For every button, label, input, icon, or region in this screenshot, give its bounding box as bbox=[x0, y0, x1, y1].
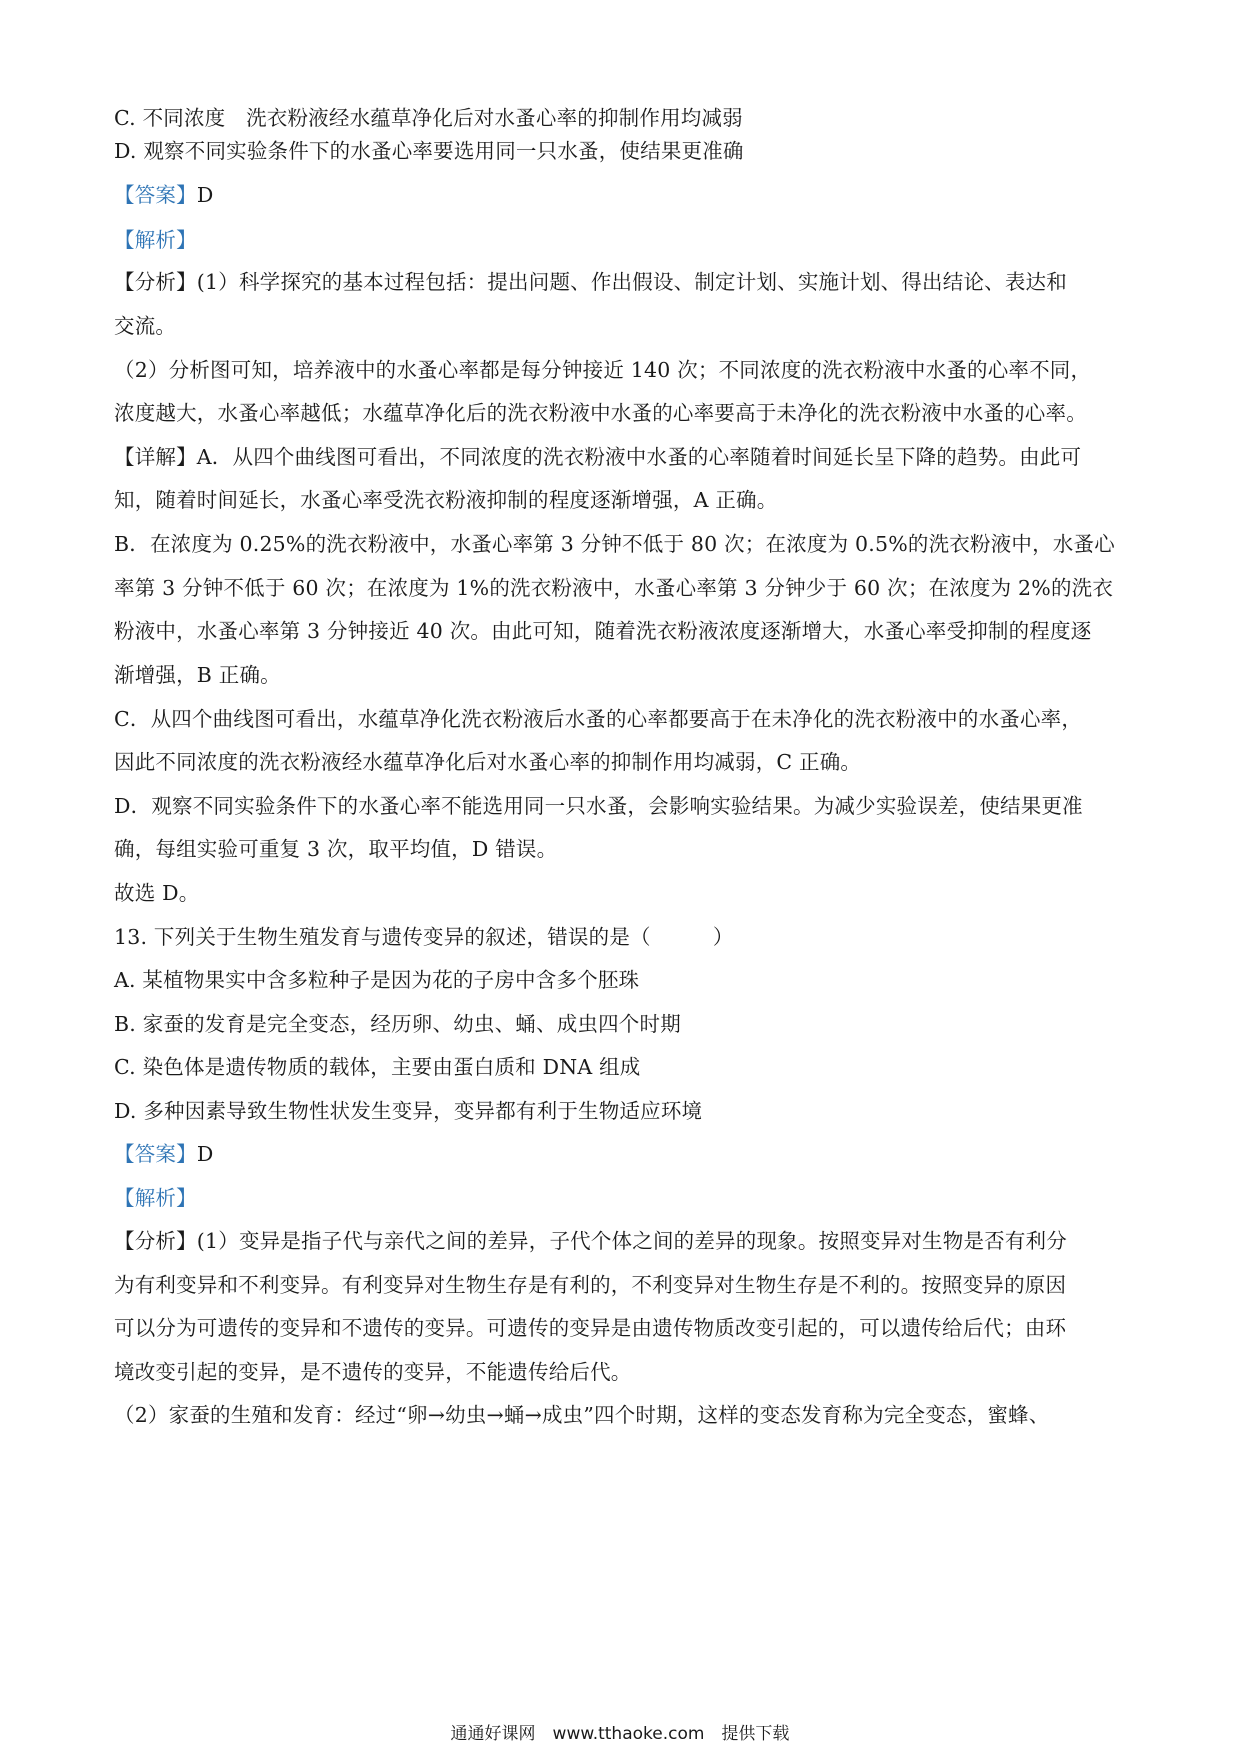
detail-text-line: 【详解】A．从四个曲线图可看出，不同浓度的洗衣粉液中水蚤的心率随着时间延长呈下降的趋势。由此可 bbox=[114, 445, 1082, 469]
analysis-text-line: 交流。 bbox=[114, 314, 177, 338]
detail-text-line: D．观察不同实验条件下的水蚤心率不能选用同一只水蚤，会影响实验结果。为减少实验误差，使结果更准 bbox=[114, 794, 1083, 818]
analysis-text-line: （2）分析图可知，培养液中的水蚤心率都是每分钟接近 140 次；不同浓度的洗衣粉液中水蚤的心率不同， bbox=[114, 358, 1092, 382]
detail-text-line: B．在浓度为 0.25%的洗衣粉液中，水蚤心率第 3 分钟不低于 80 次；在浓度为 0.5%的洗衣粉液中，水蚤心 bbox=[114, 532, 1115, 556]
detail-text-line: 渐增强，B 正确。 bbox=[114, 663, 281, 687]
option-c-line: C. 不同浓度 洗衣粉液经水蕴草净化后对水蚤心率的抑制作用均减弱 bbox=[114, 106, 743, 130]
detail-text-line: 粉液中，水蚤心率第 3 分钟接近 40 次。由此可知，随着洗衣粉液浓度逐渐增大，水蚤心率受抑制的程度逐 bbox=[114, 619, 1092, 643]
detail-text-line: 率第 3 分钟不低于 60 次；在浓度为 1%的洗衣粉液中，水蚤心率第 3 分钟少于 60 次；在浓度为 2%的洗衣 bbox=[114, 576, 1114, 600]
answer-tag: 【答案】 bbox=[114, 1142, 197, 1166]
question-13-option-d: D. 多种因素导致生物性状发生变异，变异都有利于生物适应环境 bbox=[114, 1099, 703, 1123]
detail-text-line: 确，每组实验可重复 3 次，取平均值，D 错误。 bbox=[114, 837, 558, 861]
detail-text-line: 因此不同浓度的洗衣粉液经水蕴草净化后对水蚤心率的抑制作用均减弱，C 正确。 bbox=[114, 750, 862, 774]
analysis-text-line: 可以分为可遗传的变异和不遗传的变异。可遗传的变异是由遗传物质改变引起的，可以遗传给后代；由环 bbox=[114, 1316, 1067, 1340]
question-13-option-c: C. 染色体是遗传物质的载体，主要由蛋白质和 DNA 组成 bbox=[114, 1055, 641, 1079]
answer-value: D bbox=[196, 1142, 214, 1166]
analysis-text-line: 为有利变异和不利变异。有利变异对生物生存是有利的，不利变异对生物生存是不利的。按照变异的原因 bbox=[114, 1273, 1067, 1297]
analysis-text-line: 境改变引起的变异，是不遗传的变异，不能遗传给后代。 bbox=[114, 1360, 632, 1384]
analysis-tag: 【解析】 bbox=[114, 1186, 197, 1210]
detail-text-line: C．从四个曲线图可看出，水蕴草净化洗衣粉液后水蚤的心率都要高于在未净化的洗衣粉液中的水蚤心率， bbox=[114, 707, 1083, 731]
question-13-stem: 13. 下列关于生物生殖发育与遗传变异的叙述，错误的是（ ） bbox=[114, 925, 734, 949]
conclusion-line: 故选 D。 bbox=[114, 881, 200, 905]
question-13-option-a: A. 某植物果实中含多粒种子是因为花的子房中含多个胚珠 bbox=[114, 968, 640, 992]
analysis-text-line: 【分析】(1）变异是指子代与亲代之间的差异，子代个体之间的差异的现象。按照变异对生物是否有利分 bbox=[114, 1229, 1067, 1253]
answer-tag: 【答案】 bbox=[114, 183, 197, 207]
answer-line bbox=[114, 180, 1134, 210]
analysis-text-line: 【分析】(1）科学探究的基本过程包括：提出问题、作出假设、制定计划、实施计划、得出结论、表达和 bbox=[114, 270, 1067, 294]
analysis-text-line: 浓度越大，水蚤心率越低；水蕴草净化后的洗衣粉液中水蚤的心率要高于未净化的洗衣粉液中水蚤的心率。 bbox=[114, 401, 1087, 425]
option-d-line: D. 观察不同实验条件下的水蚤心率要选用同一只水蚤，使结果更准确 bbox=[114, 139, 744, 163]
analysis-tag: 【解析】 bbox=[114, 228, 197, 252]
answer-line bbox=[114, 1139, 1134, 1169]
question-13-option-b: B. 家蚕的发育是完全变态，经历卵、幼虫、蛹、成虫四个时期 bbox=[114, 1012, 681, 1036]
answer-value: D bbox=[196, 183, 214, 207]
detail-text-line: 知，随着时间延长，水蚤心率受洗衣粉液抑制的程度逐渐增强，A 正确。 bbox=[114, 488, 778, 512]
analysis-text-line: （2）家蚕的生殖和发育：经过“卵→幼虫→蛹→成虫”四个时期，这样的变态发育称为完全变态，蜜蜂、 bbox=[114, 1403, 1050, 1427]
page-footer: 通通好课网 www.tthaoke.com 提供下载 bbox=[450, 1724, 790, 1744]
